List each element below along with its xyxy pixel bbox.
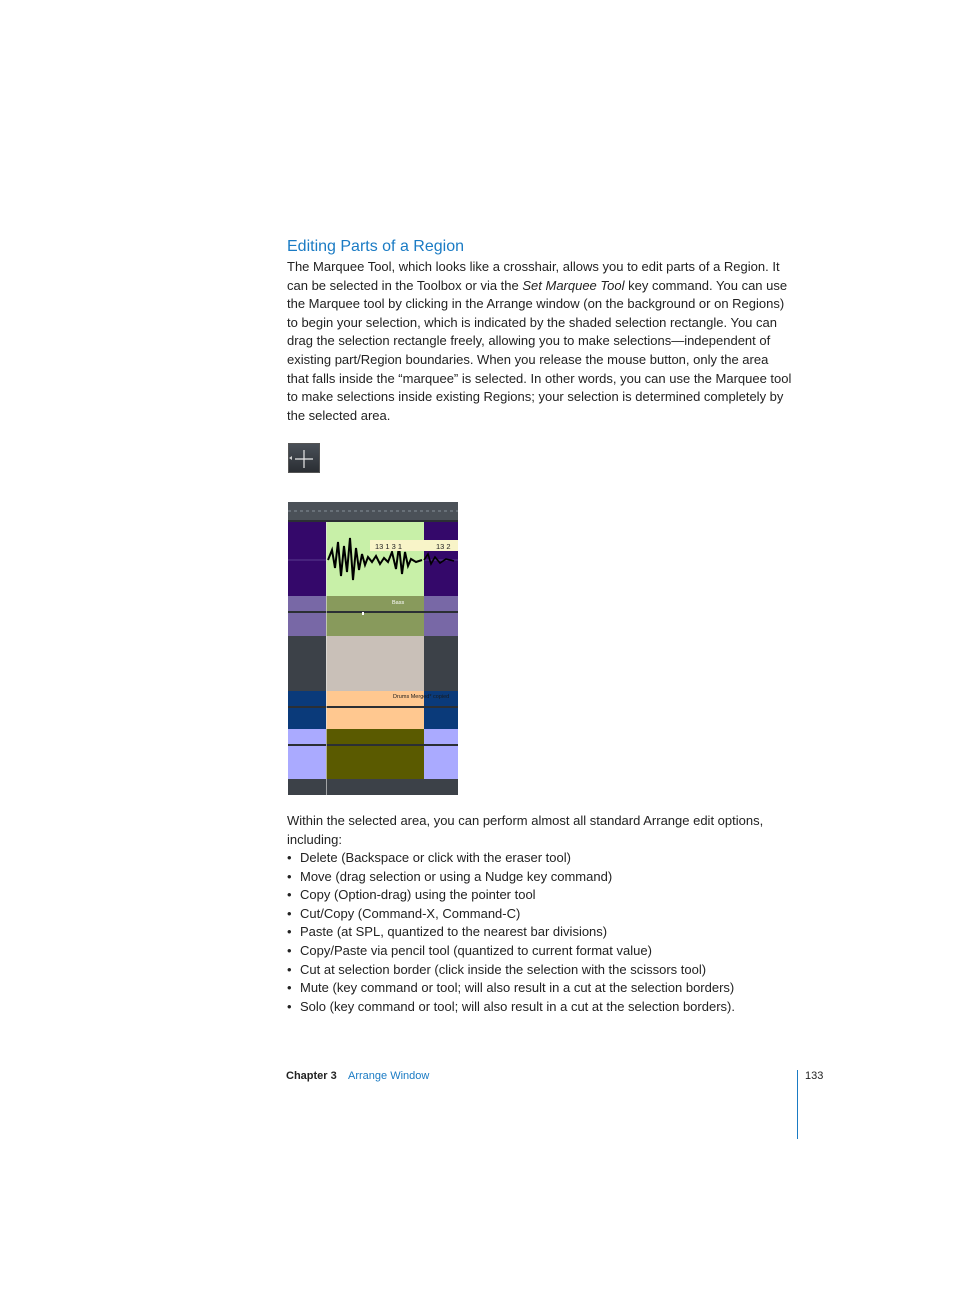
list-item <box>287 923 807 942</box>
bullet-icon: • <box>287 998 292 1014</box>
bullet-icon: • <box>287 961 292 977</box>
list-item <box>287 961 807 980</box>
page-number: 133 <box>805 1070 824 1082</box>
within-paragraph: Within the selected area, you can perform almost all standard Arrange edit options, including: <box>287 813 764 847</box>
intro-text-part1: The Marquee Tool, which looks like a crosshair, allows you to edit parts of a Region. It can be selected in the Toolbox or via the <box>287 259 780 293</box>
bullet-icon: • <box>287 850 292 865</box>
list-item <box>287 886 807 905</box>
footer-chapter-label: Chapter 3 <box>286 1070 337 1082</box>
position-label-left: 13 1 3 1 <box>375 542 403 551</box>
list-item-text: Paste (at SPL, quantized to the nearest bar divisions) <box>300 924 608 940</box>
list-item-text: Copy (Option-drag) using the pointer tool <box>300 887 536 903</box>
list-item-text: Delete (Backspace or click with the eraser tool) <box>300 850 571 865</box>
list-item-text: Cut/Copy (Command-X, Command-C) <box>300 905 521 921</box>
footer-divider <box>797 1070 798 1139</box>
bullet-icon: • <box>287 887 292 903</box>
region-label-drums: Drums Merged* copied <box>393 694 450 700</box>
list-item <box>287 905 807 924</box>
list-item-text: Mute (key command or tool; will also result in a cut at the selection borders) <box>300 980 735 996</box>
bullet-icon: • <box>287 980 292 996</box>
list-item-text: Solo (key command or tool; will also result in a cut at the selection borders). <box>300 998 735 1014</box>
region-label-bass: Bass <box>392 600 405 606</box>
list-item-text: Copy/Paste via pencil tool (quantized to current format value) <box>300 942 652 958</box>
marquee-tool-crosshair-icon <box>288 443 320 473</box>
list-item <box>287 979 807 998</box>
list-item <box>287 942 807 961</box>
section-title: Editing Parts of a Region <box>287 238 464 255</box>
list-item <box>287 868 807 887</box>
bullet-icon: • <box>287 924 292 940</box>
list-item <box>287 849 807 868</box>
list-item-text: Cut at selection border (click inside the selection with the scissors tool) <box>300 961 707 977</box>
bullet-icon: • <box>287 868 292 884</box>
intro-key-command: Set Marquee Tool <box>522 277 625 293</box>
list-item-text: Move (drag selection or using a Nudge key command) <box>300 868 613 884</box>
arrange-window-figure <box>288 502 458 795</box>
bullet-icon: • <box>287 942 292 958</box>
edit-options-list <box>287 849 807 1016</box>
bullet-icon: • <box>287 905 292 921</box>
position-label-right: 13 2 <box>436 542 451 551</box>
list-item <box>287 998 807 1017</box>
intro-text-part2: key command. You can use the Marquee tool by clicking in the Arrange window (on the background or on Regions) to begin your selection, which is indicated by the shaded selection rectangle. You can drag the selection rectangle freely, allowing you to make selections—independent of existing part/Region boundaries. When you release the mouse button, only the area that falls inside the “marquee” is selected. In other words, you can use the Marquee tool to make selections inside existing Regions; your selection is determined completely by the selected area. <box>287 277 792 423</box>
intro-paragraph <box>287 258 793 425</box>
footer-chapter-title: Arrange Window <box>348 1070 430 1082</box>
arrange-window-screenshot <box>288 502 458 795</box>
